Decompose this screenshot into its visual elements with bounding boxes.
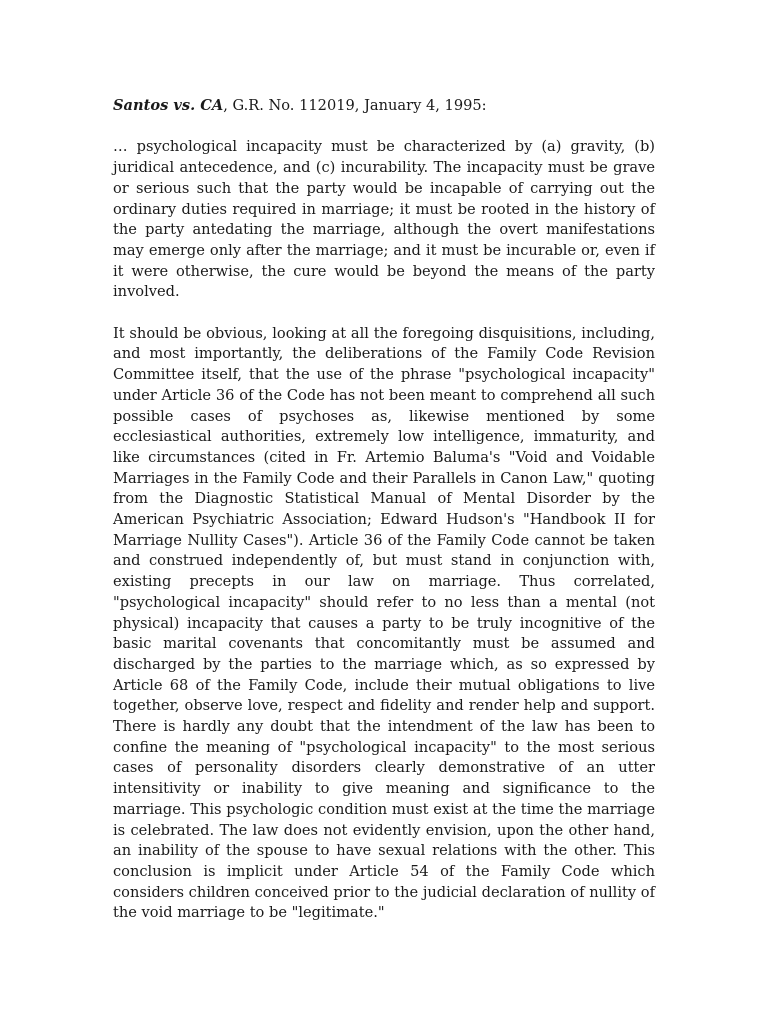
paragraph-incapacity-characteristics: … psychological incapacity must be characterized by (a) gravity, (b) juridical antecedence, and (c) incurability. The incapacity must be grave or serious such that the party would be incapable of carrying out the ordinary duties required in marriage; it must be rooted in the history of the party antedating the marriage, although the overt manifestations may emerge only after the marriage; and it must be incurable or, even if it were otherwise, the cure would be beyond the means of the party involved. [113, 138, 655, 301]
case-citation: , G.R. No. 112019, January 4, 1995: [223, 97, 487, 114]
paragraph-article-36-discussion: It should be obvious, looking at all the foregoing disquisitions, including, and most importantly, the deliberations of the Family Code Revision Committee itself, that the use of the phrase "psychological incapacity" under Article 36 of the Code has not been meant to comprehend all such possible cases of psychoses as, likewise mentioned by some ecclesiastical authorities, extremely low intelligence, immaturity, and like circumstances (cited in Fr. Artemio Baluma's "Void and Voidable Marriages in the Family Code and their Parallels in Canon Law," quoting from the Diagnostic Statistical Manual of Mental Disorder by the American Psychiatric Association; Edward Hudson's "Handbook II for Marriage Nullity Cases"). Article 36 of the Family Code cannot be taken and construed independently of, but must stand in conjunction with, existing precepts in our law on marriage. Thus correlated, "psychological incapacity" should refer to no less than a mental (not physical) incapacity that causes a party to be truly incognitive of the basic marital covenants that concomitantly must be assumed and discharged by the parties to the marriage which, as so expressed by Article 68 of the Family Code, include their mutual obligations to live together, observe love, respect and fidelity and render help and support. There is hardly any doubt that the intendment of the law has been to confine the meaning of "psychological incapacity" to the most serious cases of personality disorders clearly demonstrative of an utter intensitivity or inability to give meaning and significance to the marriage. This psychologic condition must exist at the time the marriage is celebrated. The law does not evidently envision, upon the other hand, an inability of the spouse to have sexual relations with the other. This conclusion is implicit under Article 54 of the Family Code which considers children conceived prior to the judicial declaration of nullity of the void marriage to be "legitimate." [113, 324, 655, 922]
case-name: Santos vs. CA [113, 97, 224, 114]
case-heading [113, 96, 655, 117]
document-page [113, 96, 655, 945]
